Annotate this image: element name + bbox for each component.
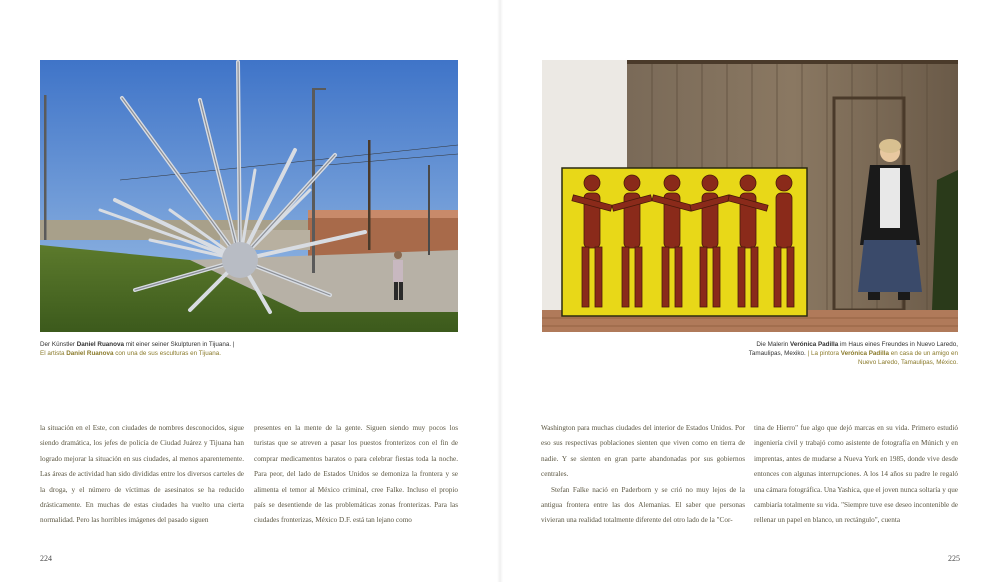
caption-text: | La pintora bbox=[805, 350, 841, 357]
caption-text: con una de sus esculturas en Tijuana. bbox=[113, 350, 221, 357]
body-paragraph: tina de Hierro" fue algo que dejó marcas en su vida. Primero estudió ingeniería civil y trabajó como asistente de fotografía en Múnich y en imprentas, antes de mudarse a Nueva York en 1985, donde vive desde entonces con algunas interrupciones. A los 14 años su padre le regaló una cámara fotográfica. Una Yashica, que el joven nunca soltaría y que cambiaría totalmente su vida. "Siempre tuve ese deseo incontenible de rellenar un papel en blanco, un rectángulo", cuenta bbox=[754, 424, 958, 525]
right-page bbox=[500, 0, 1000, 582]
page-number: 224 bbox=[40, 554, 52, 563]
caption-text: El artista bbox=[40, 350, 67, 357]
body-paragraph: presentes en la mente de la gente. Siguen siendo muy pocos los turistas que se atreven a pasar los puestos fronterizos con el fin de comprar medicamentos baratos o para celebrar fiestas toda la noche. Para peor, del lado de Estados Unidos se demoniza la frontera y se alimenta el temor al México criminal, cree Falke. Incluso el propio país se desentiende de las problemáticas zonas fronterizas. Para las ciudades fronterizas, México D.F. está tan lejano como bbox=[254, 424, 458, 525]
text-column-1 bbox=[541, 421, 745, 529]
artist-name: Verónica Padilla bbox=[789, 341, 839, 348]
text-column-2 bbox=[754, 421, 958, 529]
page-number: 225 bbox=[948, 554, 960, 563]
caption-text: im Haus eines Freundes in Nuevo Laredo, Tamaulipas, Mexiko. bbox=[748, 341, 958, 357]
sculpture-photo bbox=[40, 60, 458, 332]
caption-text: en casa de un amigo en Nuevo Laredo, Tamaulipas, México. bbox=[858, 350, 958, 366]
caption-text: Die Malerin bbox=[756, 341, 790, 348]
photo-caption-right bbox=[748, 340, 958, 367]
caption-spanish bbox=[806, 350, 958, 366]
artist-name: Verónica Padilla bbox=[840, 350, 890, 357]
caption-spanish bbox=[40, 349, 280, 358]
body-paragraph: Stefan Falke nació en Paderborn y se crió no muy lejos de la antigua frontera entre las dos Alemanias. El saber que personas vivieran una realidad totalmente diferente del otro lado de la "Cor- bbox=[541, 485, 745, 525]
body-paragraph: la situación en el Este, con ciudades de nombres desconocidos, sigue siendo dramática, los jefes de policía de Ciudad Juárez y Tijuana han logrado mejorar la situación en sus ciudades, al menos aparentemente. Las áreas de actividad han sido divididas entre los diversos carteles de la droga, y el número de víctimas de asesinatos se ha reducido drásticamente. En muchas de estas ciudades ha vuelto una cierta normalidad. Pero las horribles imágenes del pasado siguen bbox=[40, 424, 244, 525]
caption-german bbox=[40, 340, 280, 349]
painting-photo bbox=[542, 60, 958, 332]
artist-name: Daniel Ruanova bbox=[66, 350, 114, 357]
caption-text: mit einer seiner Skulpturen in Tijuana. | bbox=[124, 341, 235, 348]
body-paragraph: Washington para muchas ciudades del interior de Estados Unidos. Por eso sus respectivas poblaciones sienten que viven como en tierra de nadie. Y se sienten en gran parte abandonadas por sus gobiernos centrales. bbox=[541, 424, 745, 479]
photo-caption-left bbox=[40, 340, 280, 358]
caption-text: Der Künstler bbox=[40, 341, 77, 348]
text-column-2 bbox=[254, 421, 458, 529]
artist-name: Daniel Ruanova bbox=[76, 341, 124, 348]
text-column-1 bbox=[40, 421, 244, 529]
